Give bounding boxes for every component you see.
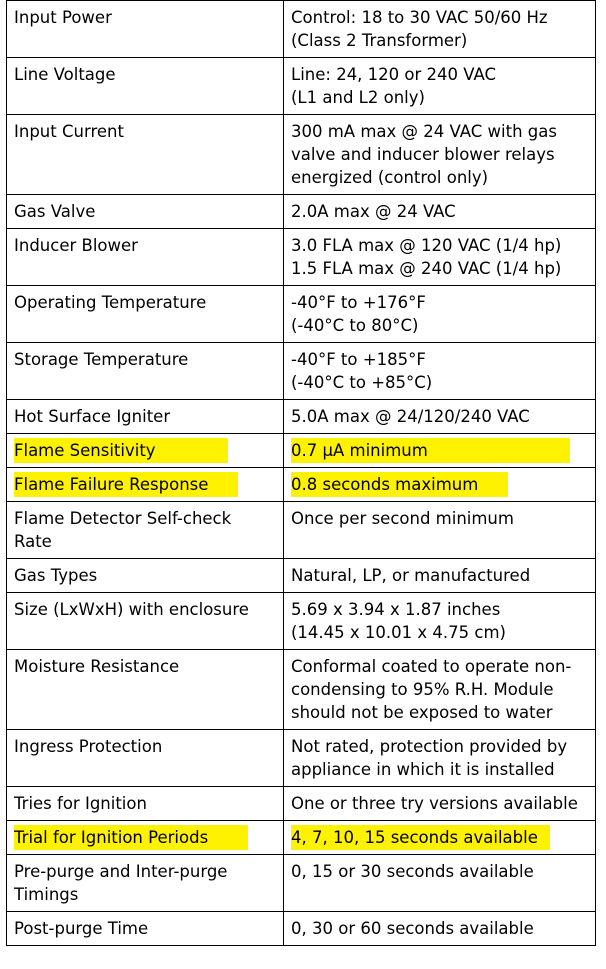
spec-value-highlighted: 0.7 µA minimum	[291, 438, 570, 463]
spec-label	[7, 343, 284, 400]
spec-label	[7, 1, 284, 58]
spec-value-highlighted: 0.8 seconds maximum	[291, 472, 508, 497]
spec-value	[284, 400, 596, 434]
table-row-highlighted	[7, 468, 596, 502]
spec-label	[7, 502, 284, 559]
spec-value	[284, 286, 596, 343]
table-row	[7, 229, 596, 286]
spec-label-text: Storage Temperature	[14, 350, 189, 369]
spec-label	[7, 855, 284, 912]
spec-label-text: Line Voltage	[14, 65, 116, 84]
spec-value-text: 3.0 FLA max @ 120 VAC (1/4 hp) 1.5 FLA max @ 240 VAC (1/4 hp)	[291, 236, 562, 278]
spec-value-text: 2.0A max @ 24 VAC	[291, 202, 456, 221]
spec-label	[7, 730, 284, 787]
spec-value-text: One or three try versions available	[291, 794, 578, 813]
spec-label	[7, 787, 284, 821]
specifications-table	[6, 0, 596, 946]
table-row	[7, 286, 596, 343]
spec-value	[284, 229, 596, 286]
spec-label-highlighted: Flame Sensitivity	[14, 438, 228, 463]
spec-value	[284, 912, 596, 946]
table-row	[7, 593, 596, 650]
spec-value	[284, 468, 596, 502]
spec-value	[284, 195, 596, 229]
spec-label-text: Gas Valve	[14, 202, 96, 221]
spec-label	[7, 468, 284, 502]
spec-label-highlighted: Trial for Ignition Periods	[14, 825, 248, 850]
spec-label	[7, 912, 284, 946]
spec-value-text: Not rated, protection provided by appliance in which it is installed	[291, 737, 568, 779]
spec-label-highlighted: Flame Failure Response	[14, 472, 238, 497]
spec-label	[7, 115, 284, 195]
table-row	[7, 730, 596, 787]
spec-value-text: Natural, LP, or manufactured	[291, 566, 531, 585]
spec-value-text: 0, 15 or 30 seconds available	[291, 862, 534, 881]
table-row	[7, 912, 596, 946]
spec-value-text: Line: 24, 120 or 240 VAC (L1 and L2 only)	[291, 65, 497, 107]
spec-label-text: Flame Detector Self-check Rate	[14, 509, 232, 551]
spec-value	[284, 593, 596, 650]
table-row	[7, 787, 596, 821]
spec-value-text: 5.0A max @ 24/120/240 VAC	[291, 407, 530, 426]
spec-label-text: Ingress Protection	[14, 737, 163, 756]
table-row	[7, 650, 596, 730]
spec-value-text: 0, 30 or 60 seconds available	[291, 919, 534, 938]
spec-value	[284, 343, 596, 400]
spec-label	[7, 195, 284, 229]
spec-label	[7, 434, 284, 468]
spec-label	[7, 58, 284, 115]
spec-label-text: Pre-purge and Inter-purge Timings	[14, 862, 228, 904]
spec-value-text: Control: 18 to 30 VAC 50/60 Hz (Class 2 Transformer)	[291, 8, 548, 50]
spec-value	[284, 787, 596, 821]
spec-label-text: Input Power	[14, 8, 112, 27]
spec-value-text: Once per second minimum	[291, 509, 514, 528]
spec-value-highlighted: 4, 7, 10, 15 seconds available	[291, 825, 550, 850]
table-row	[7, 115, 596, 195]
spec-value	[284, 434, 596, 468]
table-row	[7, 559, 596, 593]
spec-label	[7, 593, 284, 650]
spec-label-text: Post-purge Time	[14, 919, 149, 938]
table-row	[7, 855, 596, 912]
table-row	[7, 1, 596, 58]
table-row	[7, 343, 596, 400]
spec-value	[284, 58, 596, 115]
spec-value	[284, 502, 596, 559]
spec-label-text: Tries for Ignition	[14, 794, 147, 813]
spec-label-text: Gas Types	[14, 566, 98, 585]
spec-label-text: Hot Surface Igniter	[14, 407, 171, 426]
table-row	[7, 195, 596, 229]
spec-label-text: Operating Temperature	[14, 293, 207, 312]
table-row-highlighted	[7, 821, 596, 855]
spec-value	[284, 730, 596, 787]
spec-label	[7, 400, 284, 434]
spec-label-text: Inducer Blower	[14, 236, 138, 255]
spec-value-text: 300 mA max @ 24 VAC with gas valve and inducer blower relays energized (control only)	[291, 122, 557, 187]
spec-label	[7, 650, 284, 730]
spec-value	[284, 1, 596, 58]
spec-value	[284, 821, 596, 855]
spec-value-text: -40°F to +185°F (-40°C to +85°C)	[291, 350, 433, 392]
table-row	[7, 502, 596, 559]
spec-value-text: Conformal coated to operate non- condensing to 95% R.H. Module should not be exposed to water	[291, 657, 572, 722]
spec-label-text: Size (LxWxH) with enclosure	[14, 600, 249, 619]
spec-label-text: Input Current	[14, 122, 124, 141]
spec-label-text: Moisture Resistance	[14, 657, 180, 676]
spec-value	[284, 115, 596, 195]
table-row	[7, 58, 596, 115]
spec-label	[7, 286, 284, 343]
spec-label	[7, 821, 284, 855]
spec-value-text: 5.69 x 3.94 x 1.87 inches (14.45 x 10.01 x 4.75 cm)	[291, 600, 506, 642]
spec-label	[7, 559, 284, 593]
table-row	[7, 400, 596, 434]
spec-value	[284, 855, 596, 912]
spec-value	[284, 650, 596, 730]
spec-label	[7, 229, 284, 286]
spec-value	[284, 559, 596, 593]
spec-value-text: -40°F to +176°F (-40°C to 80°C)	[291, 293, 426, 335]
table-row-highlighted	[7, 434, 596, 468]
